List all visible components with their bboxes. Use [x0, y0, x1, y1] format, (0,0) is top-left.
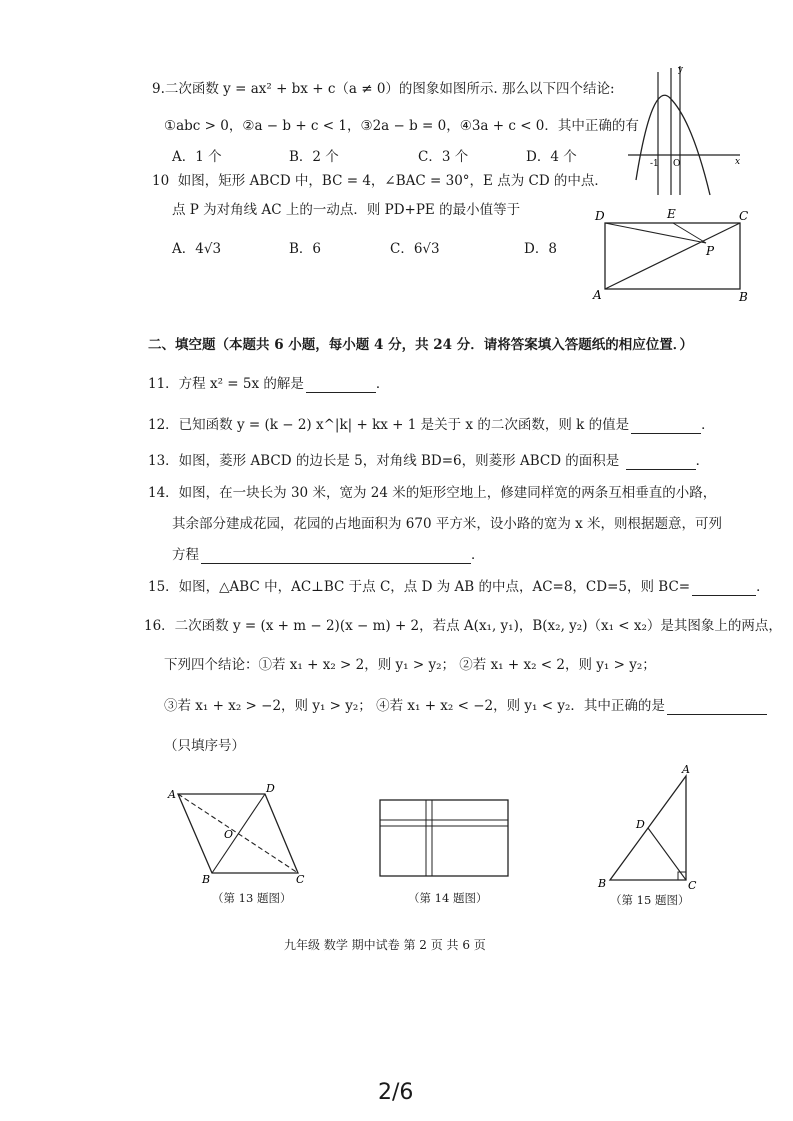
q11-answer-blank[interactable] [306, 392, 376, 393]
q16-line3-text: ③若 x₁ + x₂ > −2，则 y₁ > y₂； ④若 x₁ + x₂ < −2，则 y₁ < y₂．其中正确的是 [164, 698, 665, 714]
q10-stem-line1 [152, 172, 608, 190]
q10-rectangle-figure [585, 205, 755, 305]
q12 [148, 416, 715, 434]
q10-label-d: D [595, 209, 605, 223]
fig15-triangle [590, 762, 710, 890]
q10-option-b: B．6 [289, 241, 322, 257]
q10-label-b: B [739, 290, 748, 304]
fig13-rhombus [160, 780, 320, 885]
q10-label-e: E [667, 207, 676, 221]
fig13-caption: （第 13 题图） [212, 891, 292, 905]
q16-line2: 下列四个结论：①若 x₁ + x₂ > 2，则 y₁ > y₂； ②若 x₁ + x₂ < 2，则 y₁ > y₂； [164, 657, 656, 673]
q14-line3-text: 方程 [172, 547, 199, 563]
fig13-label-d: D [266, 782, 275, 795]
q16-answer-blank[interactable] [667, 714, 767, 715]
q13 [148, 452, 709, 470]
q16-line1: 16．二次函数 y = (x + m − 2)(x − m) + 2，若点 A(x₁, y₁)，B(x₂, y₂)（x₁ < x₂）是其图象上的两点， [144, 618, 782, 634]
q13-text: 13．如图，菱形 ABCD 的边长是 5，对角线 BD=6，则菱形 ABCD 的面积是 [148, 453, 620, 469]
q9-parabola-graph [622, 60, 747, 200]
fig13-label-b: B [202, 873, 211, 885]
q11-text: 11．方程 x² = 5x 的解是 [148, 376, 304, 392]
fig13-label-a: A [168, 788, 176, 801]
q13-answer-blank[interactable] [626, 469, 696, 470]
q10-option-d: D．8 [524, 241, 557, 257]
q10-option-a: A．4√3 [172, 241, 222, 257]
q9-option-b: B．2 个 [289, 149, 339, 165]
q12-end: ． [701, 417, 715, 433]
q14-end: ． [471, 547, 485, 563]
q9-conclusions: ①abc > 0，②a − b + c < 1，③2a − b = 0，④3a + c < 0．其中正确的有 [164, 118, 639, 134]
fig15-caption: （第 15 题图） [610, 893, 690, 907]
fig13-label-c: C [296, 873, 305, 885]
q15-answer-blank[interactable] [692, 595, 756, 596]
fig14-caption: （第 14 题图） [408, 891, 488, 905]
q14-line3 [172, 546, 485, 564]
fig13-label-o: O [224, 828, 234, 841]
q10-label-p: P [706, 244, 715, 258]
q9-option-c: C．3 个 [418, 149, 469, 165]
q9-stem [152, 80, 615, 98]
q9-graph-y-label: y [678, 65, 684, 75]
q10-stem-line1-text: 如图，矩形 ABCD 中，BC = 4，∠BAC = 30°，E 点为 CD 的中点． [177, 173, 608, 189]
q15-text: 15．如图，△ABC 中，AC⊥BC 于点 C，点 D 为 AB 的中点，AC=8，CD=5，则 BC= [148, 579, 691, 595]
q11 [148, 375, 389, 393]
q9-graph-origin: O [673, 159, 681, 169]
q10-label-c: C [739, 209, 749, 223]
q14-line2: 其余部分建成花园，花园的占地面积为 670 平方米，设小路的宽为 x 米，则根据题意，可列 [172, 516, 723, 532]
q9-graph-neg-one: -1 [650, 159, 659, 169]
q9-option-d: D．4 个 [526, 149, 577, 165]
q15-end: ． [756, 579, 770, 595]
q14-answer-blank[interactable] [201, 563, 471, 564]
q9-number: 9. [152, 81, 165, 97]
q12-answer-blank[interactable] [631, 433, 701, 434]
section2-heading: 二、填空题（本题共 6 小题，每小题 4 分，共 24 分．请将答案填入答题纸的相应位置．） [148, 337, 694, 353]
q9-stem-text: 二次函数 y = ax² + bx + c（a ≠ 0）的图象如图所示. 那么以下四个结论: [164, 81, 615, 97]
q15 [148, 578, 770, 596]
q10-number: 10 [152, 173, 170, 189]
q12-text: 12．已知函数 y = (k − 2) x^|k| + kx + 1 是关于 x 的二次函数，则 k 的值是 [148, 417, 630, 433]
q10-label-a: A [593, 288, 602, 302]
q16-line3 [164, 697, 767, 715]
page-footer: 九年级 数学 期中试卷 第 2 页 共 6 页 [284, 938, 486, 952]
fig15-label-a: A [682, 763, 690, 776]
fig15-label-c: C [688, 879, 697, 890]
q10-option-c: C．6√3 [390, 241, 440, 257]
fig14-garden [378, 798, 513, 880]
q14-line1: 14．如图，在一块长为 30 米，宽为 24 米的矩形空地上，修建同样宽的两条互相垂直的小路， [148, 485, 717, 501]
q9-graph-x-label: x [735, 157, 741, 167]
q16-line4: （只填序号） [164, 738, 245, 754]
fig15-label-b: B [598, 877, 607, 890]
fig15-label-d: D [636, 818, 645, 831]
page-indicator: 2/6 [378, 1080, 414, 1105]
q9-option-a: A．1 个 [172, 149, 222, 165]
q13-end: ． [695, 453, 710, 469]
q11-end: ． [375, 376, 390, 392]
q10-stem-line2: 点 P 为对角线 AC 上的一动点．则 PD+PE 的最小值等于 [172, 202, 521, 218]
